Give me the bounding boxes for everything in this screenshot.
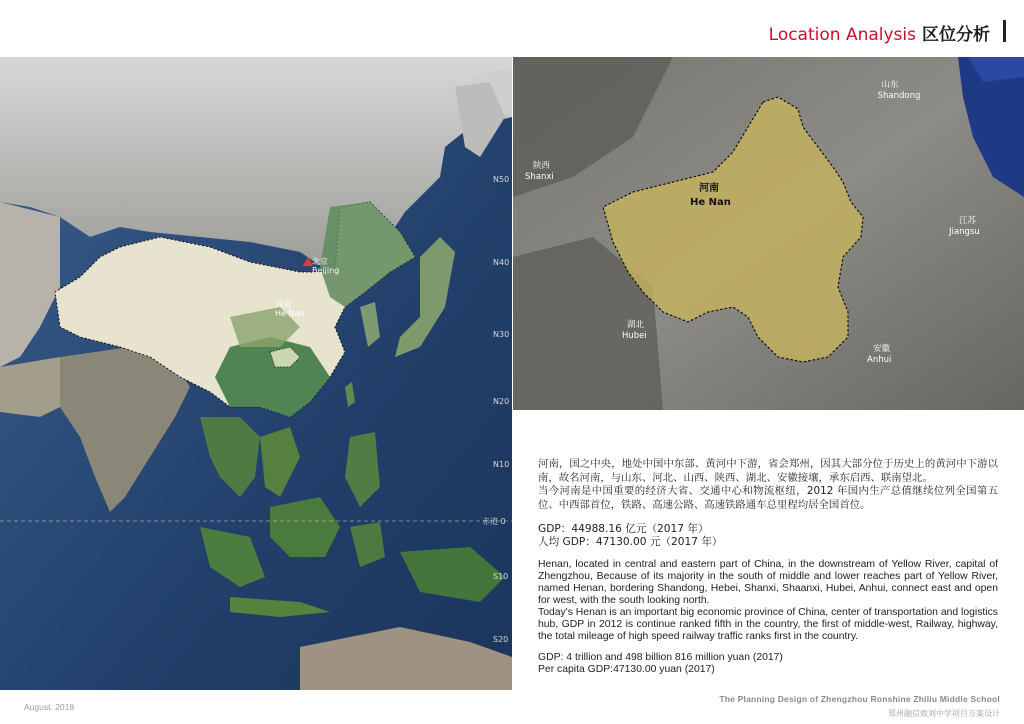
anhui-label-zh: 安徽 (873, 344, 891, 354)
gdp-zh: GDP：44988.16 亿元（2017 年） (538, 523, 709, 535)
asia-satellite-map (0, 57, 512, 690)
lat-n30: N30 (493, 330, 510, 339)
shandong-label-en: Shandong (877, 91, 921, 101)
beijing-label-en: Beijing (312, 266, 340, 275)
beijing-label-zh: 北京 (312, 257, 328, 266)
henan-right-label-en: He Nan (690, 197, 731, 208)
per-capita-gdp-en: Per capita GDP:47130.00 yuan (2017) (538, 664, 715, 675)
lat-n50: N50 (493, 175, 510, 184)
shandong-label-zh: 山东 (881, 80, 899, 90)
lat-n60: N60 (493, 64, 510, 73)
zh-paragraph-1: 河南，国之中央，地处中国中东部、黄河中下游，省会郑州，因其大部分位于历史上的黄河中下游以南，故名河南，与山东、河北、山西、陕西、湖北、安徽接壤，承东启西、联南望北。 (538, 458, 998, 484)
footer-date: August. 2018 (24, 702, 75, 712)
per-capita-gdp-zh: 人均 GDP：47130.00 元（2017 年） (538, 536, 723, 548)
en-paragraph-1: Henan, located in central and eastern part of China, in the downstream of Yellow River, capital of Zhengzhou, Because of its majority in the south of middle and lower reaches part of Yellow River, named Henan, bordering Shandong, Hebei, Shanxi, Shaanxi, Hubei, Anhui, connect east and open for west, with the south looking north. (538, 559, 998, 606)
page-title (769, 20, 990, 45)
lat-equator: 赤道 0 (482, 517, 506, 526)
lat-s20: S20 (493, 635, 509, 644)
henan-left-label-en: He Nan (275, 309, 305, 318)
henan-left-label-zh: 河南 (275, 300, 291, 309)
title-zh: 区位分析 (922, 25, 990, 45)
footer-project-en: The Planning Design of Zhengzhou Ronshine Zhiliu Middle School (719, 694, 1000, 704)
henan-province-map (513, 57, 1024, 410)
en-paragraph-2: Today's Henan is an important big economic province of China, center of transportation and logistics hub, GDP in 2012 is continue ranked fifth in the country, the first of middle-west, Railway, highway, the total mileage of high speed railway traffic ranks first in the country. (538, 607, 998, 642)
gdp-en: GDP: 4 trillion and 498 billion 816 million yuan (2017) (538, 652, 783, 663)
title-en: Location Analysis (768, 25, 916, 45)
anhui-label-en: Anhui (867, 355, 892, 365)
footer-project (719, 694, 1000, 719)
hubei-label-en: Hubei (622, 331, 647, 341)
zh-paragraph-2: 当今河南是中国重要的经济大省、交通中心和物流枢纽，2012 年国内生产总值继续位列全国第五位、中西部首位，铁路、高速公路、高速铁路通车总里程均居全国首位。 (538, 485, 998, 511)
lat-s10: S10 (493, 572, 509, 581)
footer-project-zh: 郑州融信致刘中学项目方案设计 (888, 709, 1000, 718)
hubei-label-zh: 湖北 (627, 320, 645, 330)
henan-right-label-zh: 河南 (699, 183, 719, 194)
lat-n10: N10 (493, 460, 510, 469)
shanxi-label-en: Shanxi (525, 172, 554, 182)
lat-n40: N40 (493, 258, 510, 267)
shanxi-label-zh: 陕西 (533, 161, 551, 171)
header-accent-bar (1003, 20, 1006, 42)
jiangsu-label-zh: 江苏 (959, 216, 977, 226)
description-block (538, 458, 998, 676)
jiangsu-label-en: Jiangsu (949, 227, 980, 237)
lat-n20: N20 (493, 397, 510, 406)
